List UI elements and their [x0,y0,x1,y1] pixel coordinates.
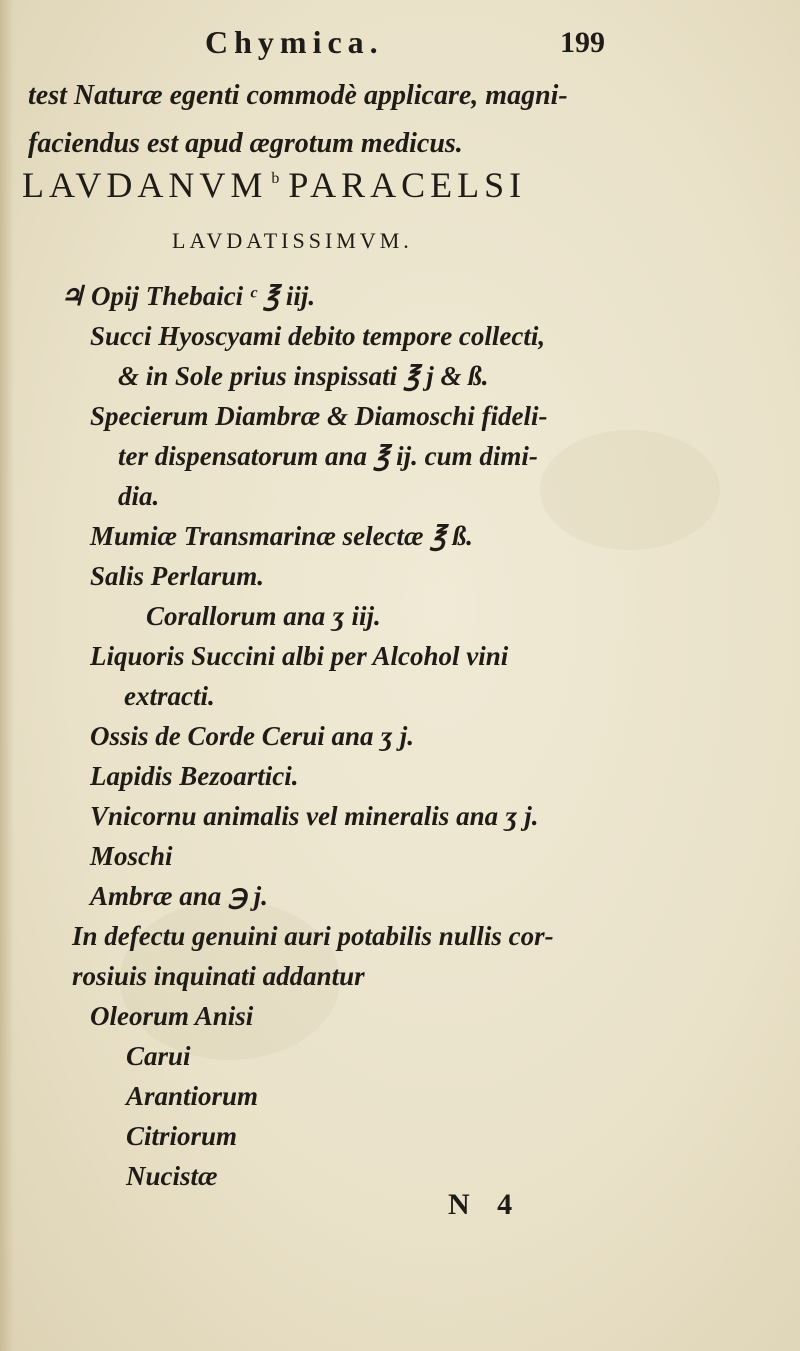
recipe-line: rosiuis inquinati addantur [72,961,365,991]
recipe-line: Vnicornu animalis vel mineralis ana ʒ j. [90,801,539,831]
recipe-line: Oleorum Anisi [90,1001,254,1031]
recipe-line: Ambræ ana ℈ j. [90,881,268,911]
page-edge-shadow [0,0,14,1351]
recipe-line: ♃ Opij Thebaici ᶜ ℥ iij. [60,281,316,311]
recipe-line: Moschi [90,841,173,871]
recipe-line: dia. [118,481,160,511]
recipe-line: Corallorum ana ʒ iij. [146,601,381,631]
recipe-line: Succi Hyoscyami debito tempore collecti, [90,321,546,351]
recipe-line: Nucistæ [126,1161,218,1191]
recipe-line: extracti. [124,681,215,711]
recipe-line: Liquoris Succini albi per Alcohol vini [90,641,509,671]
recipe-line: Mumiæ Transmarinæ selectæ ℥ ß. [90,521,473,551]
recipe-line: Lapidis Bezoartici. [90,761,299,791]
section-heading [22,164,526,206]
recipe-line: ter dispensatorum ana ℥ ij. cum dimi- [118,441,538,471]
intro-paragraph [28,72,788,168]
running-head: Chymica. [205,24,384,60]
recipe-line: & in Sole prius inspissati ℥ j & ß. [118,361,489,391]
recipe-line: Carui [126,1041,191,1071]
recipe-line: Citriorum [126,1121,238,1151]
recipe-line: Arantiorum [126,1081,259,1111]
heading-rest: PARACELSI [288,165,527,205]
signature-mark: N 4 [448,1188,523,1221]
recipe-line: Specierum Diambræ & Diamoschi fideli- [90,401,548,431]
heading-main: LAVDANVM [22,165,268,205]
recipe-line: Salis Perlarum. [90,561,265,591]
page-number: 199 [560,26,605,59]
recipe-line: Ossis de Corde Cerui ana ʒ j. [90,721,415,751]
intro-line: test Naturæ egenti commodè applicare, magni- [28,80,568,111]
intro-line: faciendus est apud ægrotum medicus. [28,128,463,159]
recipe-list [60,276,790,1196]
recipe-line: In defectu genuini auri potabilis nullis cor- [72,921,554,951]
footnote-marker: b [271,170,285,187]
section-subheading: LAVDATISSIMVM. [172,228,413,253]
